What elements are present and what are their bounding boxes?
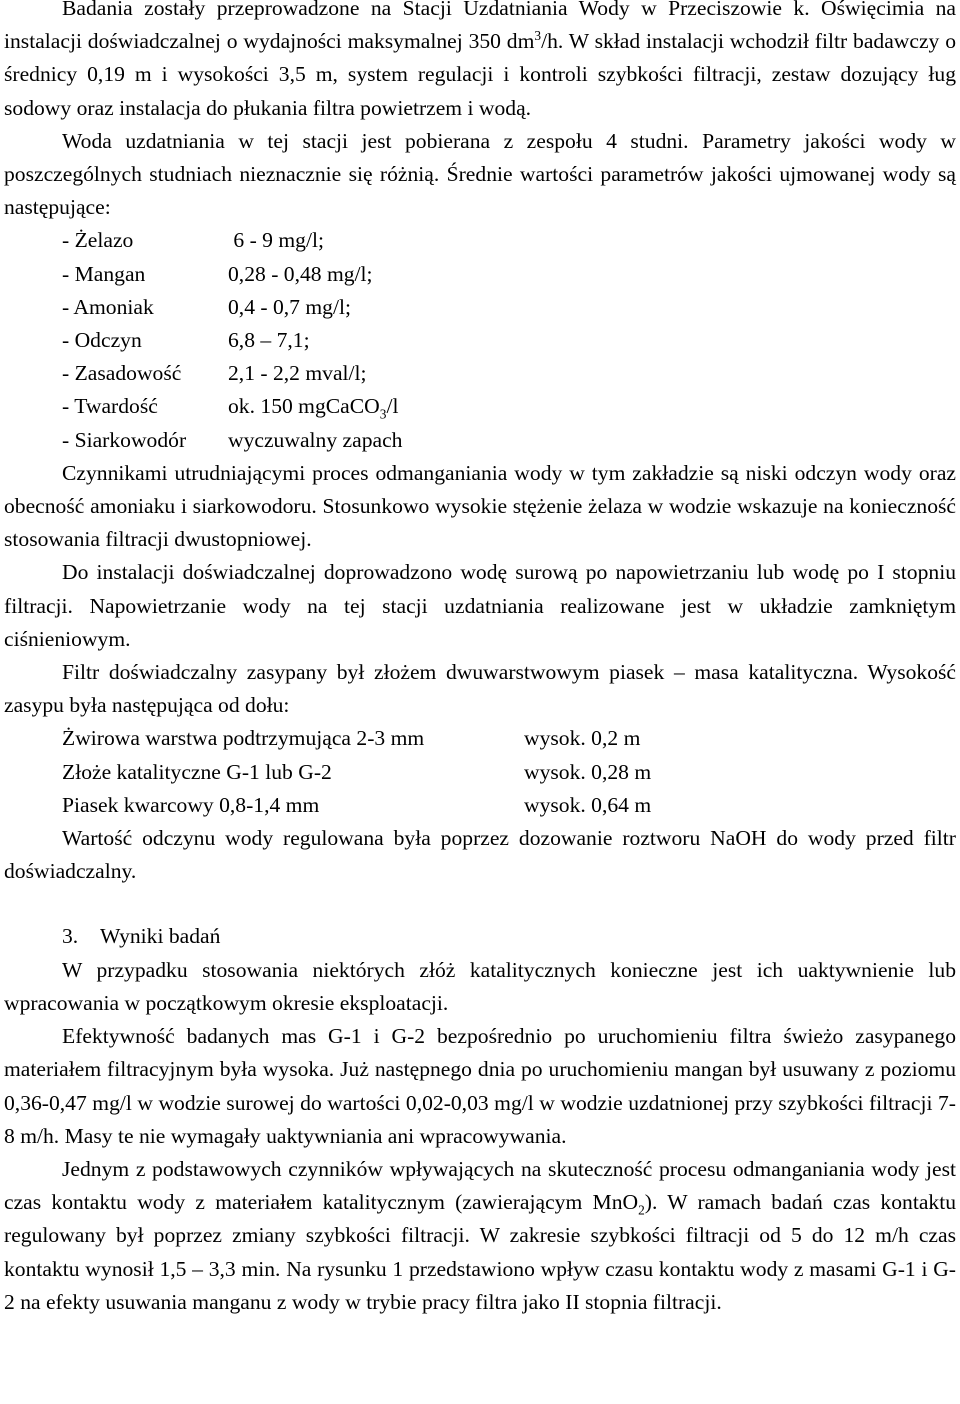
subscript: 3 [379, 406, 387, 422]
section-heading [62, 920, 956, 953]
paragraph-contact-time [4, 1153, 956, 1319]
layer-name: Złoże katalityczne G-1 lub G-2 [62, 759, 332, 784]
text: /l [386, 394, 399, 419]
parameter-name: - Siarkowodór [62, 427, 187, 452]
parameter-name: - Żelazo [62, 228, 134, 253]
text: ok. 150 mgCaCO [228, 394, 380, 419]
layer-height: wysok. 0,2 m [524, 726, 641, 751]
subscript: 2 [638, 1202, 645, 1218]
paragraph-difficulties: Czynnikami utrudniającymi proces odmanganiania wody w tym zakładzie są niski odczyn wody oraz obecność amoniaku i siarkowodoru. Stosunkowo wysokie stężenie żelaza w wodzie wskazuje na konieczność stosowania filtracji dwustopniowej. [4, 460, 956, 552]
parameter-name: - Odczyn [62, 328, 142, 353]
text: ). W ramach badań czas kontaktu regulowany był poprzez zmiany szybkości filtracji. W zakresie szybkości filtracji od 5 do 12 m/h czas kontaktu wynosił 1,5 – 3,3 min. Na rysunku 1 przedstawiono wpływ czasu kontaktu wody z masami G-1 i G-2 na efekty usuwania manganu z wody w trybie pracy filtra jako II stopnia filtracji. [4, 1190, 956, 1314]
paragraph-filter-bed: Filtr doświadczalny zasypany był złożem dwuwarstwowym piasek – masa katalityczna. Wysokość zasypu była następująca od dołu: [4, 660, 956, 718]
layer-height: wysok. 0,28 m [524, 759, 652, 784]
text: Badania zostały przeprowadzone na Stacji Uzdatniania Wody w Przeciszowie k. Oświęcimia na instalacji doświadczalnej o wydajności maksymalnej 350 dm [4, 0, 956, 54]
layer-row [4, 756, 956, 789]
paragraph-activation: W przypadku stosowania niektórych złóż katalitycznych konieczne jest ich uaktywnienie lub wpracowania w początkowym okresie eksploatacji. [4, 957, 956, 1015]
parameter-name: - Zasadowość [62, 361, 182, 386]
parameter-value: 0,4 - 0,7 mg/l; [228, 294, 351, 319]
layer-name: Piasek kwarcowy 0,8-1,4 mm [62, 792, 320, 817]
parameter-row [4, 424, 956, 457]
parameter-row [4, 258, 956, 291]
layer-row [4, 722, 956, 755]
superscript: 3 [534, 28, 542, 44]
text: Jednym z podstawowych czynników wpływających na skuteczność procesu odmanganiania wody jest czas kontaktu wody z materiałem katalitycznym (zawierającym MnO [4, 1156, 956, 1215]
layer-list [4, 722, 956, 822]
parameter-value: 6,8 – 7,1; [228, 328, 310, 353]
layer-height: wysok. 0,64 m [524, 792, 652, 817]
paragraph-ph-control: Wartość odczynu wody regulowana była poprzez dozowanie roztworu NaOH do wody przed filtr doświadczalny. [4, 826, 956, 884]
parameter-name: - Mangan [62, 261, 146, 286]
paragraph-effectiveness: Efektywność badanych mas G-1 i G-2 bezpośrednio po uruchomieniu filtra świeżo zasypanego materiałem filtracyjnym była wysoka. Już następnego dnia po uruchomieniu mangan był usuwany z poziomu 0,36-0,47 mg/l w wodzie surowej do wartości 0,02-0,03 mg/l w wodzie uzdatnionej przy szybkości filtracji 7-8 m/h. Masy te nie wymagały uaktywniania ani wpracowywania. [4, 1024, 956, 1148]
paragraph-feed-water: Do instalacji doświadczalnej doprowadzono wodę surową po napowietrzaniu lub wodę po I stopniu filtracji. Napowietrzanie wody na tej stacji uzdatniania realizowane jest w układzie zamkniętym ciśnieniowym. [4, 560, 956, 651]
section-title: Wyniki badań [100, 924, 221, 949]
layer-row [4, 789, 956, 822]
parameter-value: wyczuwalny zapach [228, 427, 403, 452]
parameter-row [4, 224, 956, 257]
parameter-list [4, 224, 956, 456]
text: /h. W skład instalacji wchodził filtr badawczy o średnicy 0,19 m i wysokości 3,5 m, system regulacji i kontroli szybkości filtracji, zestaw dozujący ług sodowy oraz instalacja do płukania filtra powietrzem i wodą. [4, 29, 956, 120]
parameter-value: 0,28 - 0,48 mg/l; [228, 261, 373, 286]
parameter-value: 6 - 9 mg/l; [228, 228, 324, 253]
parameter-value [228, 390, 398, 423]
parameter-row [4, 324, 956, 357]
parameter-row [4, 390, 956, 423]
paragraph-water-source: Woda uzdatniania w tej stacji jest pobierana z zespołu 4 studni. Parametry jakości wody w poszczególnych studniach nieznacznie się różnią. Średnie wartości parametrów jakości ujmowanej wody są następujące: [4, 128, 956, 220]
parameter-value: 2,1 - 2,2 mval/l; [228, 361, 367, 386]
spacer [4, 888, 956, 920]
paragraph-installation [4, 0, 956, 125]
parameter-row [4, 291, 956, 324]
parameter-name: - Amoniak [62, 294, 154, 319]
parameter-row [4, 357, 956, 390]
section-number: 3. [62, 924, 79, 949]
layer-name: Żwirowa warstwa podtrzymująca 2-3 mm [62, 726, 425, 751]
parameter-name: - Twardość [62, 394, 158, 419]
